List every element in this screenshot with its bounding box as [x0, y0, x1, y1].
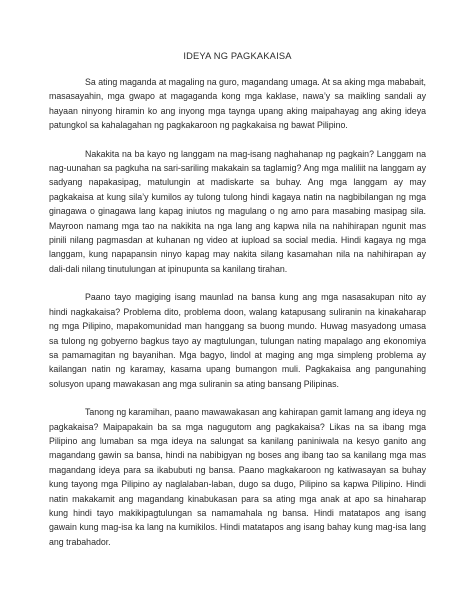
paragraph-1: Sa ating maganda at magaling na guro, magandang umaga. At sa aking mga mababait, masasayahin, mga gwapo at magaganda kong mga kaklase, nawa’y sa maikling sandali ay hayaan ninyong hiramin ko ang inyong mga taynga upang aking maipahayag ang aking ideya patungkol sa kahalagahan ng pagkakaroon ng pagkakaisa ng bawat Pilipino. [49, 77, 426, 131]
paragraph-2: Nakakita na ba kayo ng langgam na mag-isang naghahanap ng pagkain? Langgam na nag-uunahan sa pagkuha na sari-sariling makakain sa taglamig? Ang mga maliliit na langgam ay sadyang napakasipag, matulungin at madiskarte sa buhay. Ang mga langgam ay may pagkakaisa at kung sila’y kumilos ay tulong tulong hindi kagaya natin na nagbibilangan ng mga ginagawa o ginagawa lang kapag iniutos ng magulang o ng amo para masabing masipag sila. Mayroon namang mga tao na nakikita na nga lang ang kapwa nila na nahihirapan ngunit mas pinili nilang pagmasdan at kuhanan ng video at iupload sa social media. Hindi kagaya ng mga langgam, kung napapansin ninyo kapag may nakita silang kasamahan nila na nahihirapan ay dali-dali nilang tinutulungan at ipinupunta sa kanilang tirahan. [49, 148, 426, 274]
document-title: IDEYA NG PAGKAKAISA [183, 51, 292, 61]
paragraph-4: Tanong ng karamihan, paano mawawakasan ang kahirapan gamit lamang ang ideya ng pagkakaisa? Maipapakain ba sa mga nagugutom ang pagkakaisa? Likas na sa ibang mga Pilipino ang lumaban sa mga ideya na salungat sa kanilang paniniwala na kesyo ganito ang magandang gawin sa bansa, hindi na nabibigyan ng boses ang ibang tao sa kanilang mga mas magandang ideya para sa ikabubuti ng bansa. Paano magkakaroon ng katiwasayan sa buhay kung tayong mga Pilipino ay naglalaban-laban, dugo sa dugo, Pilipino sa kapwa Pilipino. Hindi natin makakamit ang magandang kinabukasan para sa ating mga anak at apo sa hinaharap kung hindi tayo makikipagtulungan sa namamahala ng bansa. Hindi matatapos ang isang gawain kung mag-isa ka lang na kumikilos. Hindi matatapos ang isang bahay kung mag-isa lang ang trabahador. [49, 407, 426, 547]
paragraph-3: Paano tayo magiging isang maunlad na bansa kung ang mga nasasakupan nito ay hindi nagkakaisa? Problema dito, problema doon, walang katapusang suliranin na kinakaharap ng mga Pilipino, mapakomunidad man hanggang sa buong mundo. Huwag masyadong umasa sa tulong ng gobyerno bagkus tayo ay magtulungan, tulungan nating mapalago ang ekonomiya sa pamamagitan ng bayanihan. Mga bagyo, lindol at maging ang mga simpleng problema ay kailangan natin ng karamay, kasama upang bumangon muli. Pagkakaisa ang pangunahing solusyon upang mawakasan ang mga suliranin sa ating bansang Pilipinas. [49, 292, 426, 389]
